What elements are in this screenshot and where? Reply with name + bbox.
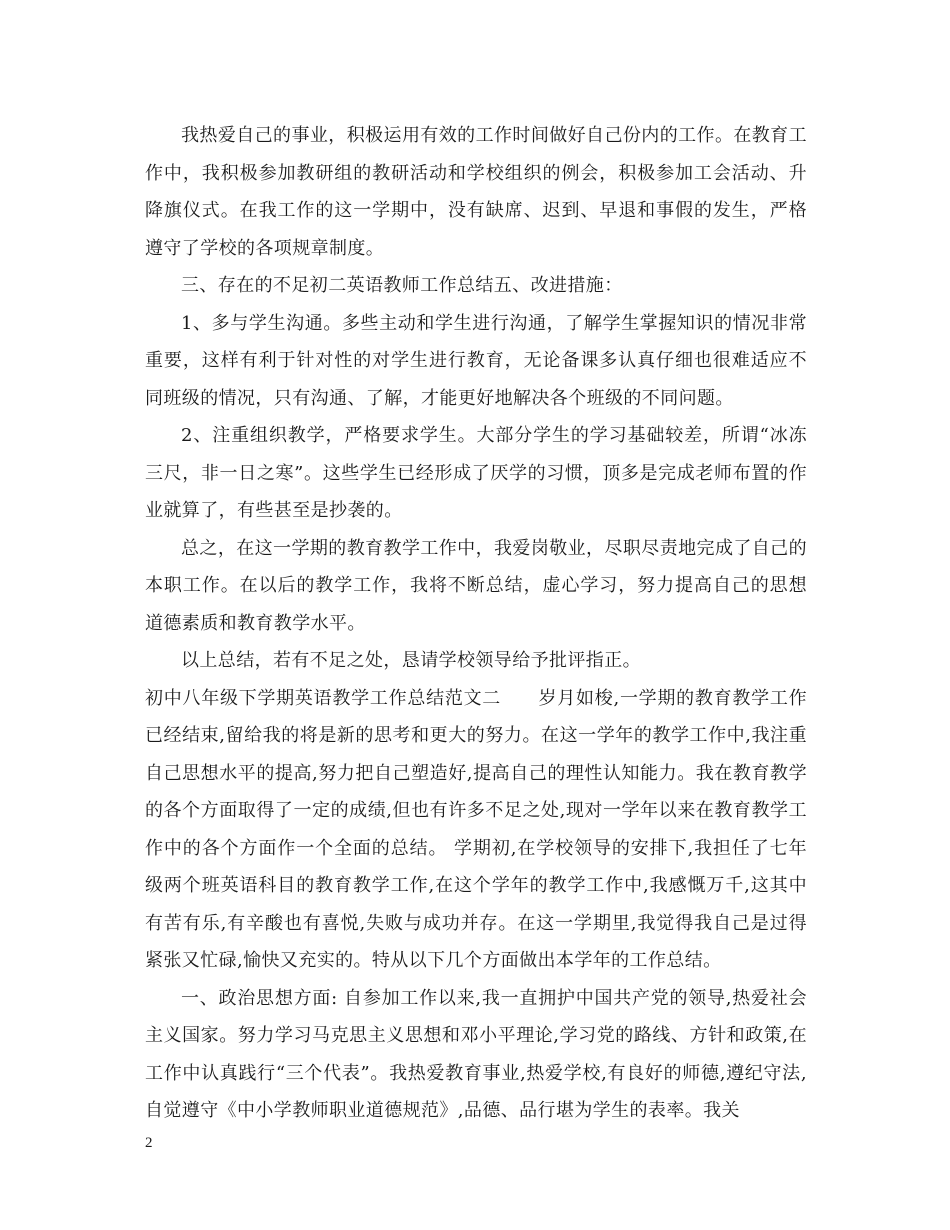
document-body <box>145 117 807 1130</box>
page-number: 2 <box>145 1135 153 1151</box>
paragraph-work-attitude: 我热爱自己的事业，积极运用有效的工作时间做好自己份内的工作。在教育工作中，我积极参加教研组的教研活动和学校组织的例会，积极参加工会活动、升降旗仪式。在我工作的这一学期中，没有缺席、迟到、早退和事假的发生，严格遵守了学校的各项规章制度。 <box>145 125 807 259</box>
paragraph-organize-teaching: 2、注重组织教学，严格要求学生。大部分学生的学习基础较差，所谓“冰冻三尺，非一日之寒”。这些学生已经形成了厌学的习惯，顶多是完成老师布置的作业就算了，有些甚至是抄袭的。 <box>145 425 807 521</box>
paragraph-closing: 以上总结，若有不足之处，恳请学校领导给予批评指正。 <box>181 650 641 671</box>
paragraph-shortcomings-heading: 三、存在的不足初二英语教师工作总结五、改进措施： <box>181 275 623 296</box>
paragraph-sample-two: 初中八年级下学期英语教学工作总结范文二 岁月如梭,一学期的教育教学工作已经结束,留给我的将是新的思考和更大的努力。在这一学年的教学工作中,我注重自己思想水平的提高,努力把自己塑造好,提高自己的理性认知能力。我在教育教学的各个方面取得了一定的成绩,但也有许多不足之处,现对一学年以来在教育教学工作中的各个方面作一个全面的总结。 学期初,在学校领导的安排下,我担任了七年级两个班英语科目的教育教学工作,在这个学年的教学工作中,我感慨万千,这其中有苦有乐,有辛酸也有喜悦,失败与成功并存。在这一学期里,我觉得我自己是过得紧张又忙碌,愉快又充实的。特从以下几个方面做出本学年的工作总结。 <box>145 687 807 971</box>
paragraph-political-thought: 一、政治思想方面: 自参加工作以来,我一直拥护中国共产党的领导,热爱社会主义国家。努力学习马克思主义思想和邓小平理论,学习党的路线、方针和政策,在工作中认真践行“三个代表”。我热爱教育事业,热爱学校,有良好的师德,遵纪守法,自觉遵守《中小学教师职业道德规范》,品德、品行堪为学生的表率。我关 <box>145 987 807 1121</box>
paragraph-communicate: 1、多与学生沟通。多些主动和学生进行沟通，了解学生掌握知识的情况非常重要，这样有利于针对性的对学生进行教育，无论备课多认真仔细也很难适应不同班级的情况，只有沟通、了解，才能更好地解决各个班级的不同问题。 <box>145 312 807 409</box>
paragraph-conclusion: 总之，在这一学期的教育教学工作中，我爱岗敬业，尽职尽责地完成了自己的本职工作。在以后的教学工作，我将不断总结，虚心学习，努力提高自己的思想道德素质和教育教学水平。 <box>145 537 807 634</box>
